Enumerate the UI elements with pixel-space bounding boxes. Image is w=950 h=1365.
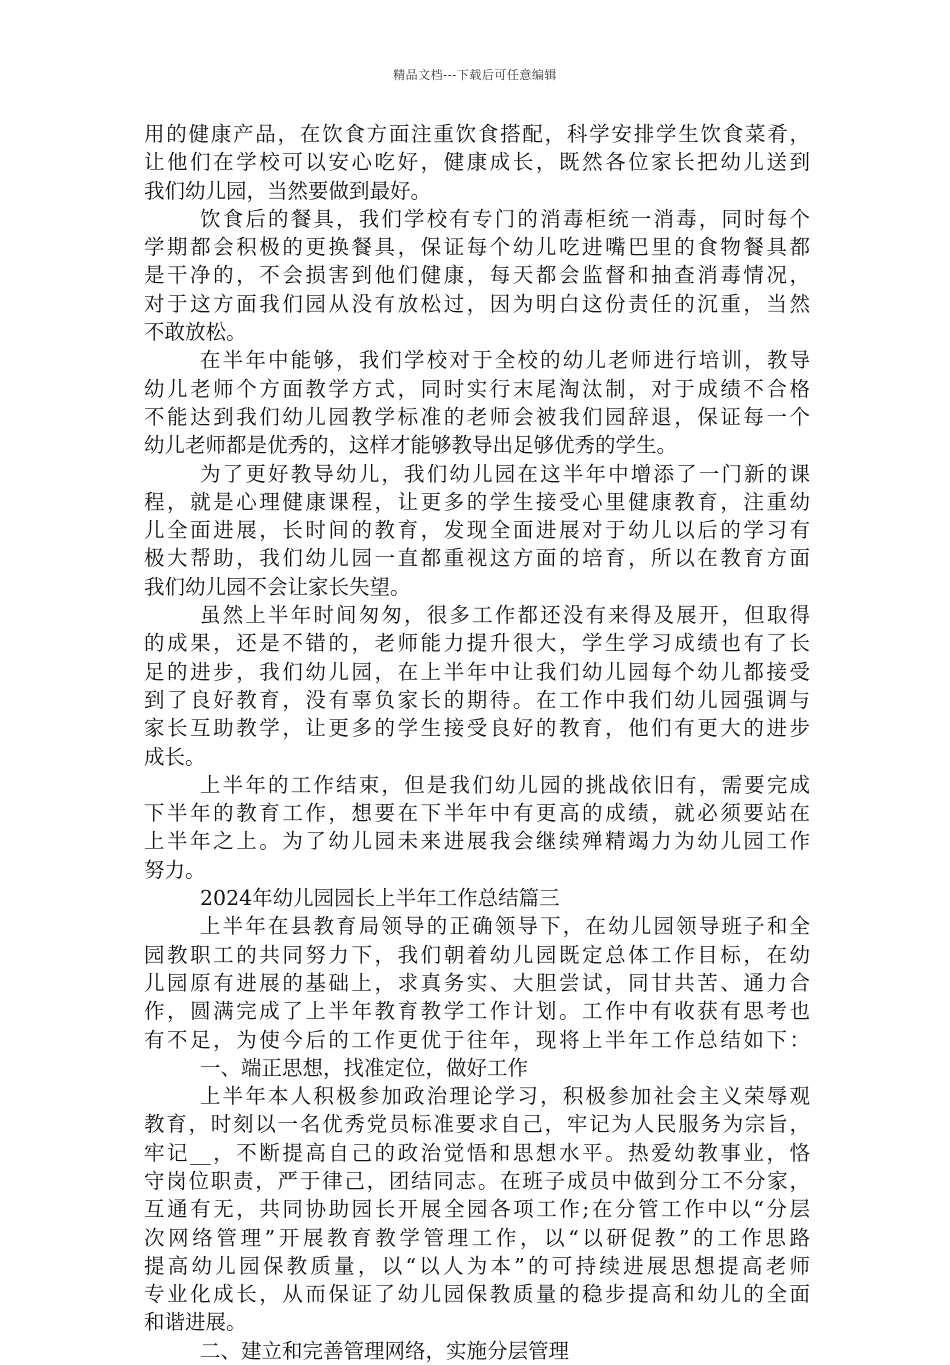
text-line: 互通有无，共同协助园长开展全园各项工作;在分管工作中以“分层 [144,1197,810,1222]
text-line: 儿全面进展，长时间的教育，发现全面进展对于幼儿以后的学习有 [144,518,810,543]
text-line: 不敢放松。 [144,320,247,345]
page-header: 精品文档---下载后可任意编辑 [393,68,557,82]
text-line: 我们幼儿园，当然要做到最好。 [144,178,431,203]
text-line: 努力。 [144,857,206,882]
text-line: 儿园原有进展的基础上，求真务实、大胆尝试，同甘共苦、通力合 [144,970,810,995]
text-line: 成长。 [144,744,206,769]
document-body [144,120,810,1365]
text-line: 的成果，还是不错的，老师能力提升很大，学生学习成绩也有了长 [144,631,810,656]
text-line: 二、建立和完善管理网络，实施分层管理 [200,1338,569,1363]
text-line: 有不足，为使今后的工作更优于往年，现将上半年工作总结如下： [144,1027,810,1052]
text-line: 提高幼儿园保教质量，以“以人为本”的可持续进展思想提高老师 [144,1253,810,1278]
text-line: 作，圆满完成了上半年教育教学工作计划。工作中有收获有思考也 [144,999,810,1024]
text-line: 让他们在学校可以安心吃好，健康成长，既然各位家长把幼儿送到 [144,150,810,175]
text-line: 园教职工的共同努力下，我们朝着幼儿园既定总体工作目标，在幼 [144,942,810,967]
text-line: 一、端正思想，找准定位，做好工作 [200,1055,528,1080]
text-line: 2024年幼儿园园长上半年工作总结篇三 [200,886,560,911]
text-line: 上半年的工作结束，但是我们幼儿园的挑战依旧有，需要完成 [200,772,810,797]
text-line: 为了更好教导幼儿，我们幼儿园在这半年中增添了一门新的课 [200,461,810,486]
text-line: 在半年中能够，我们学校对于全校的幼儿老师进行培训，教导 [200,348,810,373]
text-line: 我们幼儿园不会让家长失望。 [144,574,411,599]
text-line: 和谐进展。 [144,1310,247,1335]
text-line: 教育，时刻以一名优秀党员标准要求自己，牢记为人民服务为宗旨， [144,1112,810,1137]
text-line: 不能达到我们幼儿园教学标准的老师会被我们园辞退，保证每一个 [144,404,810,429]
text-line: 守岗位职责，严于律己，团结同志。在班子成员中做到分工不分家， [144,1168,810,1193]
text-line: 家长互助教学，让更多的学生接受良好的教育，他们有更大的进步 [144,716,810,741]
text-line: 虽然上半年时间匆匆，很多工作都还没有来得及展开，但取得 [200,603,810,628]
text-line: 上半年在县教育局领导的正确领导下，在幼儿园领导班子和全 [200,914,810,939]
text-line: 幼儿老师个方面教学方式，同时实行末尾淘汰制，对于成绩不合格 [144,376,810,401]
text-line: 幼儿老师都是优秀的，这样才能够教导出足够优秀的学生。 [144,433,677,458]
text-line: 极大帮助，我们幼儿园一直都重视这方面的培育，所以在教育方面 [144,546,810,571]
text-line: 上半年之上。为了幼儿园未来进展我会继续殚精竭力为幼儿园工作 [144,829,810,854]
text-line: 对于这方面我们园从没有放松过，因为明白这份责任的沉重，当然 [144,291,810,316]
text-line: 足的进步，我们幼儿园，在上半年中让我们幼儿园每个幼儿都接受 [144,659,810,684]
text-line: 下半年的教育工作，想要在下半年中有更高的成绩，就必须要站在 [144,801,810,826]
text-line: 程，就是心理健康课程，让更多的学生接受心里健康教育，注重幼 [144,489,810,514]
text-line: 到了良好教育，没有辜负家长的期待。在工作中我们幼儿园强调与 [144,687,810,712]
text-line: 专业化成长，从而保证了幼儿园保教质量的稳步提高和幼儿的全面 [144,1282,810,1307]
text-line: 次网络管理”开展教育教学管理工作，以“以研促教”的工作思路 [144,1225,810,1250]
text-line: 用的健康产品，在饮食方面注重饮食搭配，科学安排学生饮食菜肴， [144,122,810,146]
text-line: 学期都会积极的更换餐具，保证每个幼儿吃进嘴巴里的食物餐具都 [144,235,810,260]
text-line: 饮食后的餐具，我们学校有专门的消毒柜统一消毒，同时每个 [200,206,810,231]
text-line: 牢记__，不断提高自己的政治觉悟和思想水平。热爱幼教事业，恪 [144,1140,810,1165]
text-line: 上半年本人积极参加政治理论学习，积极参加社会主义荣辱观 [200,1084,810,1109]
text-line: 是干净的，不会损害到他们健康，每天都会监督和抽查消毒情况， [144,263,810,288]
